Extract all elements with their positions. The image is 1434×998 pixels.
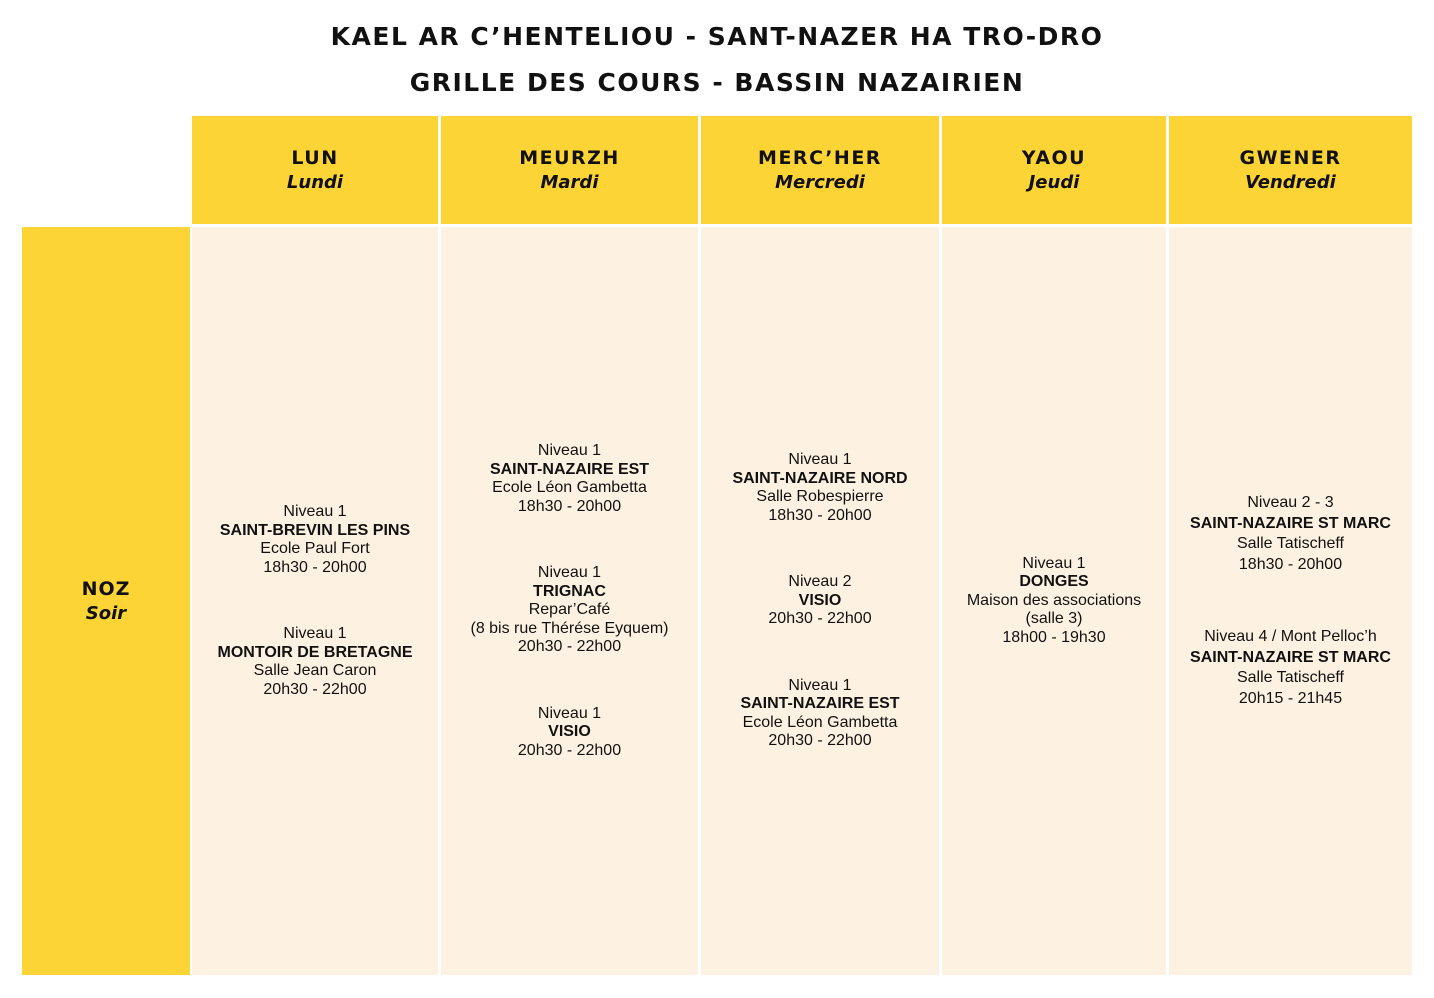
course-venue-room: (salle 3) [1025, 610, 1083, 628]
course-place: SAINT-NAZAIRE EST [489, 460, 650, 478]
course-entry [1190, 493, 1391, 575]
schedule-cell-monday [192, 227, 438, 975]
course-venue-address: (8 bis rue Thérése Eyquem) [470, 619, 669, 637]
course-venue: Salle Tatischeff [1236, 535, 1344, 552]
course-level: Niveau 1 [537, 564, 602, 581]
course-venue: Salle Tatischeff [1236, 669, 1344, 686]
course-time: 18h30 - 20h00 [768, 506, 872, 524]
course-time: 20h30 - 22h00 [768, 732, 872, 750]
schedule-cell-tuesday [441, 227, 698, 975]
day-header-monday [192, 116, 438, 224]
course-level: Niveau 1 [1022, 554, 1086, 572]
schedule-cell-friday [1169, 227, 1412, 975]
course-level: Niveau 1 [283, 625, 347, 642]
course-venue: Ecole Léon Gambetta [742, 713, 898, 731]
course-place: TRIGNAC [533, 582, 606, 600]
course-venue: Ecole Paul Fort [260, 540, 370, 557]
day-header-wednesday [701, 116, 939, 224]
course-time: 20h30 - 22h00 [517, 741, 622, 759]
schedule-subtitle: GRILLE DES COURS - BASSIN NAZAIRIEN [409, 68, 1025, 97]
row-name-breton: NOZ [81, 578, 131, 600]
course-entry [470, 564, 668, 657]
schedule-title: KAEL AR C’HENTELIOU - SANT-NAZER HA TRO-DRO [330, 22, 1104, 51]
course-entry [490, 442, 649, 516]
course-place: VISIO [548, 723, 591, 740]
schedule-cell-thursday [942, 227, 1166, 975]
course-time: 18h30 - 20h00 [517, 497, 622, 515]
course-time: 20h30 - 22h00 [263, 680, 367, 698]
day-name-french: Vendredi [1245, 172, 1336, 193]
day-name-french: Jeudi [1028, 172, 1080, 193]
course-level: Niveau 4 / Mont Pelloc’h [1204, 628, 1377, 645]
course-level: Niveau 1 [283, 503, 347, 520]
course-place: SAINT-NAZAIRE ST MARC [1190, 648, 1391, 666]
course-place: SAINT-BREVIN LES PINS [219, 521, 411, 539]
course-level: Niveau 1 [788, 451, 852, 469]
schedule-cell-wednesday [701, 227, 939, 975]
day-name-breton: YAOU [1021, 147, 1087, 169]
course-place: DONGES [1019, 573, 1089, 591]
course-place: SAINT-NAZAIRE NORD [732, 469, 908, 487]
day-header-thursday [942, 116, 1166, 224]
day-header-friday [1169, 116, 1412, 224]
course-entry [740, 677, 899, 751]
row-header-evening [22, 227, 190, 975]
course-entry [732, 451, 907, 525]
course-place: VISIO [798, 591, 842, 609]
course-venue: Maison des associations [966, 591, 1142, 609]
course-level: Niveau 1 [537, 704, 602, 722]
day-name-breton: LUN [291, 147, 339, 169]
course-entry [768, 573, 871, 629]
course-entry [1190, 627, 1391, 709]
course-venue: Salle Jean Caron [253, 662, 377, 679]
course-entry [967, 555, 1141, 648]
day-name-french: Mardi [540, 172, 599, 193]
day-name-breton: MERC’HER [758, 147, 882, 169]
course-venue: Ecole Léon Gambetta [492, 479, 647, 496]
course-level: Niveau 2 [788, 573, 852, 591]
course-venue: Salle Robespierre [756, 488, 884, 506]
course-venue: Repar’Café [528, 601, 611, 618]
course-place: SAINT-NAZAIRE EST [740, 695, 900, 713]
course-place: SAINT-NAZAIRE ST MARC [1190, 514, 1391, 532]
course-level: Niveau 1 [788, 676, 852, 694]
day-header-tuesday [441, 116, 698, 224]
course-time: 18h00 - 19h30 [1002, 628, 1106, 646]
course-level: Niveau 1 [537, 442, 602, 459]
course-entry [518, 705, 621, 761]
course-place: MONTOIR DE BRETAGNE [217, 643, 413, 661]
course-time: 18h30 - 20h00 [1238, 555, 1343, 573]
course-entry [218, 625, 413, 699]
day-name-breton: GWENER [1239, 147, 1342, 169]
course-entry [220, 503, 410, 577]
course-time: 18h30 - 20h00 [263, 558, 367, 576]
day-name-french: Mercredi [775, 172, 865, 193]
row-name-french: Soir [85, 603, 127, 624]
course-level: Niveau 2 - 3 [1247, 494, 1334, 511]
course-time: 20h30 - 22h00 [768, 610, 872, 628]
course-time: 20h30 - 22h00 [517, 638, 622, 655]
day-name-breton: MEURZH [519, 147, 620, 169]
day-name-french: Lundi [286, 172, 344, 193]
course-time: 20h15 - 21h45 [1238, 689, 1343, 707]
